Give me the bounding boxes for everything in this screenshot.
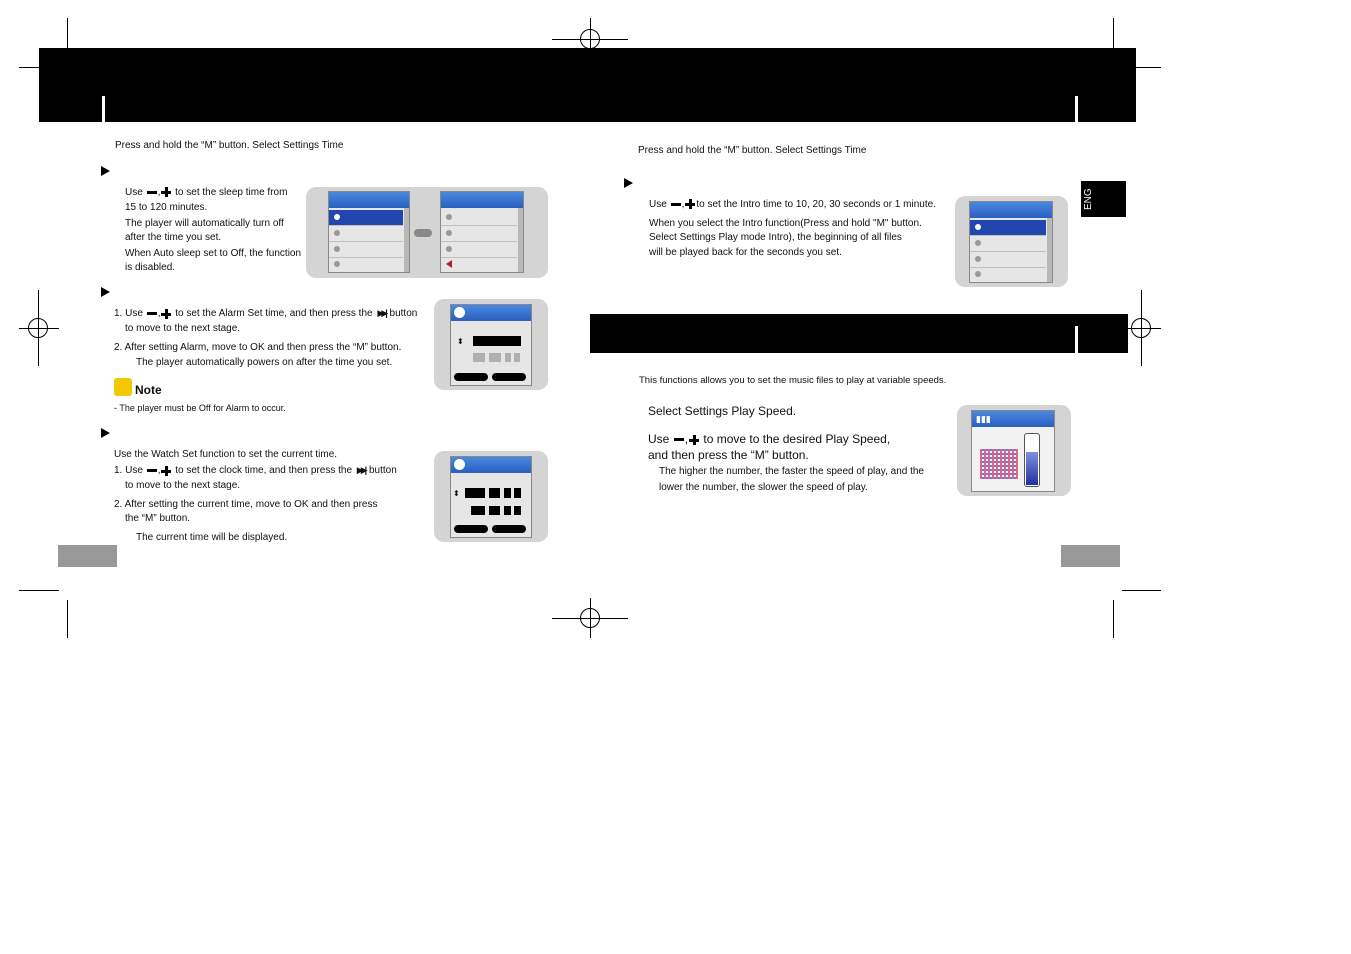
page-number-box <box>58 545 117 567</box>
section-arrow-icon <box>101 287 110 297</box>
minus-icon <box>674 438 684 441</box>
auto-sleep-path: Press and hold the “M” button. Select Settings Time <box>115 140 344 151</box>
registration-mark <box>590 598 591 638</box>
play-speed-line-3: The higher the number, the faster the speed of play, and the <box>659 466 924 477</box>
play-speed-path: Select Settings Play Speed. <box>648 404 797 418</box>
device-screen-watch <box>450 456 532 538</box>
intro-screen-panel <box>955 196 1068 287</box>
intro-line-1: Use , to set the Intro time to 10, 20, 30 seconds or 1 minute. <box>649 199 936 210</box>
equalizer-icon: ▮▮▮ <box>976 414 991 424</box>
intro-line-3: Select Settings Play mode Intro), the beginning of all files <box>649 232 902 243</box>
play-speed-line-1: Use , to move to the desired Play Speed, <box>648 432 891 446</box>
alarm-screen-panel <box>434 299 548 390</box>
auto-sleep-line-1: Use , to set the sleep time from <box>125 187 288 198</box>
section-arrow-icon <box>624 178 633 188</box>
selector-arrow-icon <box>446 260 452 268</box>
section-arrow-icon <box>101 166 110 176</box>
watch-step-1-cont: to move to the next stage. <box>125 480 241 491</box>
speed-slider[interactable] <box>1024 433 1040 487</box>
plus-icon <box>689 435 699 445</box>
watch-screen-panel <box>434 451 548 542</box>
note-text: - The player must be Off for Alarm to occur. <box>114 403 286 413</box>
play-speed-line-4: lower the number, the slower the speed of play. <box>659 482 868 493</box>
minus-icon <box>147 191 157 194</box>
plus-icon <box>161 466 171 476</box>
crop-mark <box>19 590 59 591</box>
watch-step-1: 1. Use , to set the clock time, and then press the ▶▶| button <box>114 465 397 477</box>
minus-icon <box>671 203 681 206</box>
auto-sleep-line-3: The player will automatically turn off <box>125 218 284 229</box>
alarm-step-1: 1. Use , to set the Alarm Set time, and then press the ▶▶| button <box>114 308 418 320</box>
play-speed-desc: This functions allows you to set the music files to play at variable speeds. <box>639 375 947 386</box>
watch-step-2-cont: the “M” button. <box>125 513 191 524</box>
alarm-clock-icon <box>454 307 465 318</box>
intro-line-2: When you select the Intro function(Press and hold "M" button. <box>649 218 922 229</box>
crop-mark <box>1113 600 1114 638</box>
auto-sleep-line-5: When Auto sleep set to Off, the function <box>125 248 302 259</box>
crop-mark <box>1122 590 1161 591</box>
crop-mark <box>19 67 39 68</box>
section-header-banner <box>590 314 1128 353</box>
language-tab-label: ENG <box>1083 188 1094 210</box>
watch-intro: Use the Watch Set function to set the current time. <box>114 449 338 460</box>
transition-arrow-icon <box>414 229 432 237</box>
auto-sleep-line-4: after the time you set. <box>125 232 222 243</box>
up-down-icon: ⬍ <box>453 489 460 498</box>
auto-sleep-line-6: is disabled. <box>125 262 176 273</box>
intro-path: Press and hold the “M” button. Select Settings Time <box>638 145 867 156</box>
clock-icon <box>454 459 465 470</box>
plus-icon <box>685 199 695 209</box>
fast-forward-icon: ▶▶| <box>377 308 385 318</box>
page-header-banner <box>39 48 1136 122</box>
play-speed-line-2: and then press the “M” button. <box>648 448 809 462</box>
device-screen-sleep-time <box>440 191 524 273</box>
registration-mark <box>38 290 39 366</box>
device-screen-intro <box>969 201 1053 283</box>
plus-icon <box>161 309 171 319</box>
registration-mark <box>1141 290 1142 366</box>
minus-icon <box>147 312 157 315</box>
plus-icon <box>161 187 171 197</box>
crop-mark <box>67 18 68 48</box>
watch-step-2: 2. After setting the current time, move to OK and then press <box>114 499 378 510</box>
alarm-step-1-cont: to move to the next stage. <box>125 323 241 334</box>
alarm-step-2-cont: The player automatically powers on after the time you set. <box>136 357 393 368</box>
play-speed-screen-panel <box>957 405 1071 496</box>
device-screen-sleep-menu <box>328 191 410 273</box>
intro-line-4: will be played back for the seconds you set. <box>649 247 842 258</box>
device-screen-alarm <box>450 304 532 386</box>
page-number-box <box>1061 545 1120 567</box>
up-down-icon: ⬍ <box>457 337 464 346</box>
registration-mark <box>19 328 59 329</box>
language-tab <box>1081 181 1126 217</box>
alarm-step-2: 2. After setting Alarm, move to OK and then press the “M” button. <box>114 342 402 353</box>
crop-mark <box>67 600 68 638</box>
crop-mark <box>1136 67 1161 68</box>
device-screen-play-speed <box>971 410 1055 492</box>
watch-step-2-result: The current time will be displayed. <box>136 532 288 543</box>
note-label: Note <box>135 383 162 397</box>
speed-visualization <box>980 449 1018 479</box>
auto-sleep-screens-panel <box>306 187 548 278</box>
section-arrow-icon <box>101 428 110 438</box>
minus-icon <box>147 469 157 472</box>
note-icon <box>114 378 132 396</box>
auto-sleep-line-2: 15 to 120 minutes. <box>125 202 208 213</box>
fast-forward-icon: ▶▶| <box>356 465 365 475</box>
